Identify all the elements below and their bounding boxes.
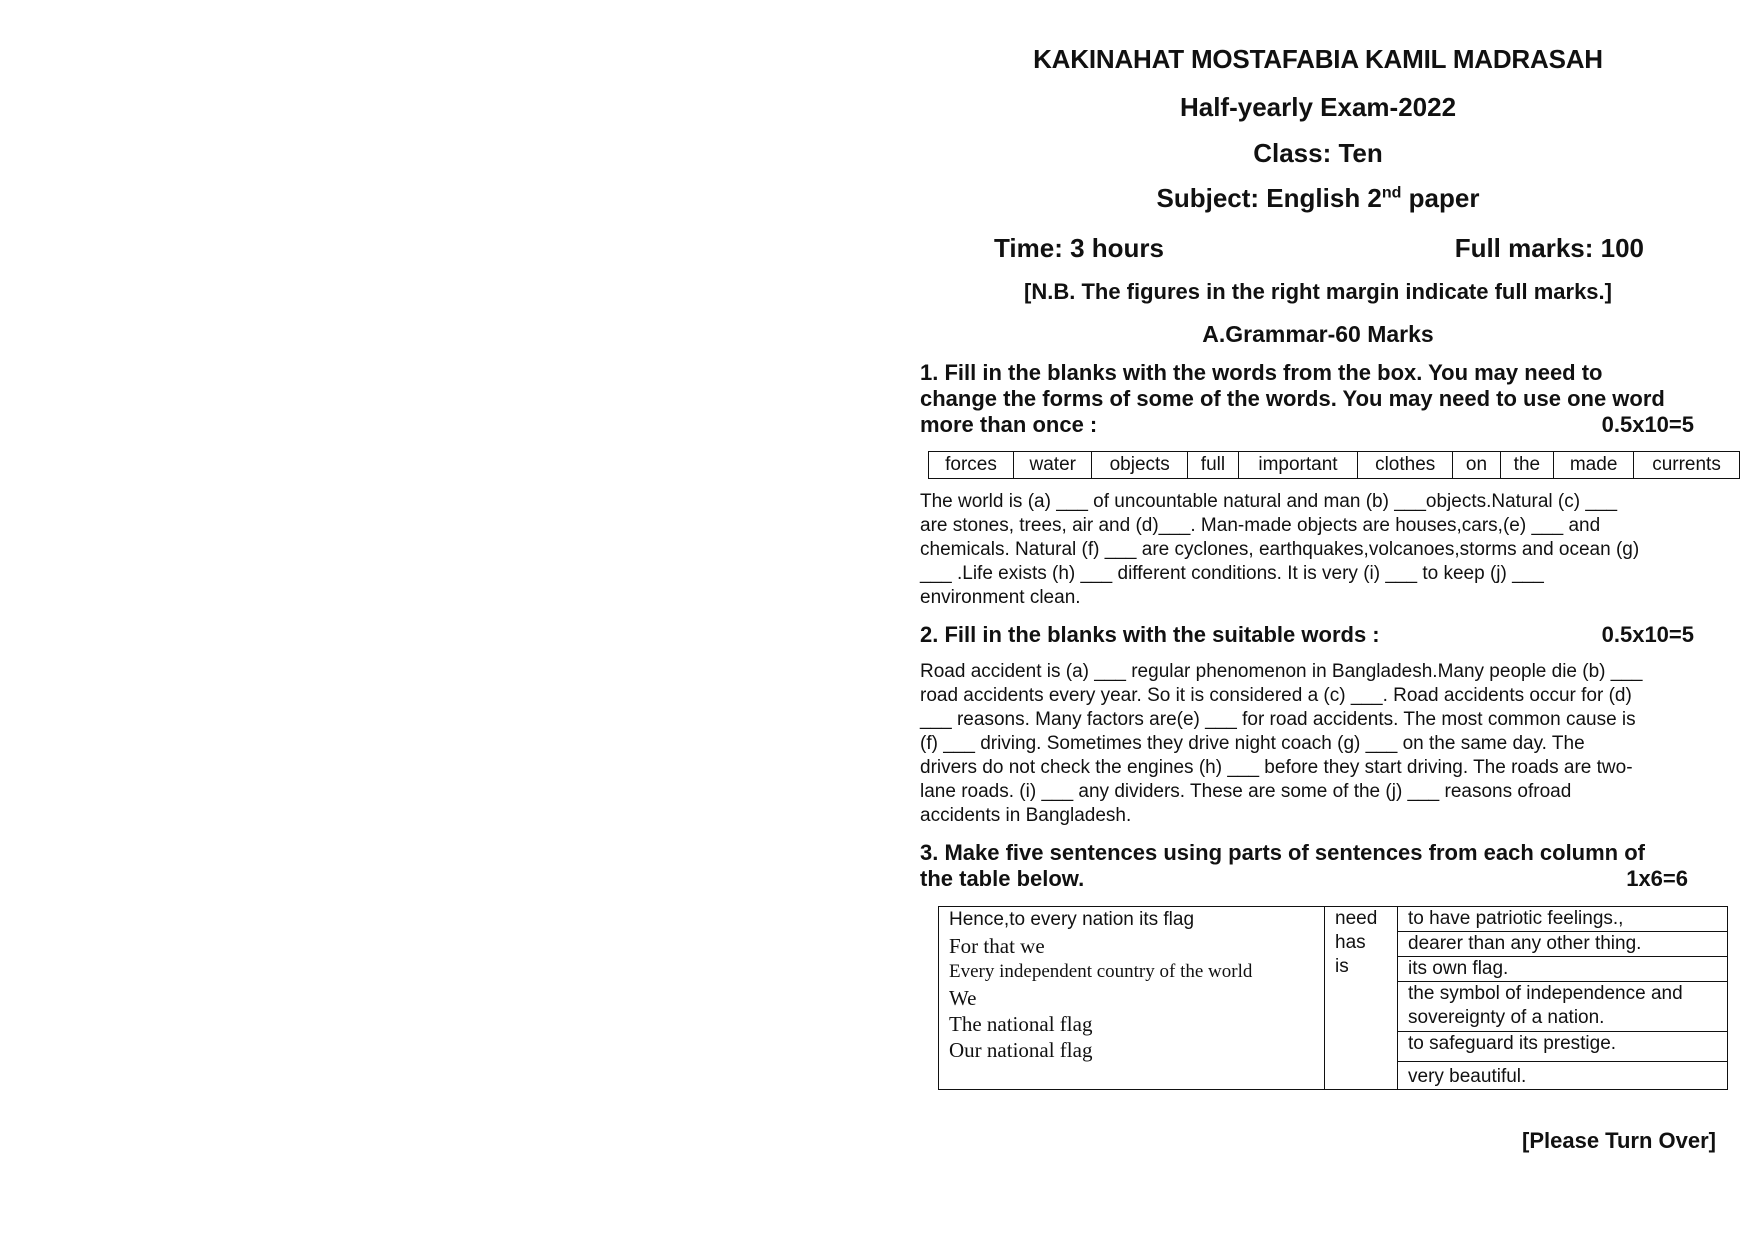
please-turn-over: [Please Turn Over] — [1522, 1128, 1716, 1153]
q2-instruction — [920, 622, 1716, 648]
passage-line: are stones, trees, air and (d)___. Man-made objects are houses,cars,(e) ___ and — [920, 515, 1601, 536]
table-cell-text: Our national flag — [949, 1038, 1093, 1062]
q1-line2: change the forms of some of the words. You may need to use one word — [920, 386, 1665, 411]
subject-label — [920, 183, 1716, 214]
table-cell-text: dearer than any other thing. — [1408, 933, 1642, 954]
table-cell-text: has — [1335, 932, 1366, 953]
class-label: Class: Ten — [1253, 138, 1383, 168]
passage-line: drivers do not check the engines (h) ___ before they start driving. The roads are two- — [920, 757, 1633, 778]
word-cell: objects — [1092, 452, 1187, 479]
table-cell — [1398, 1032, 1728, 1062]
exam-title: Half-yearly Exam-2022 — [1179, 92, 1457, 122]
passage-line: road accidents every year. So it is considered a (c) ___. Road accidents occur for (d) — [920, 685, 1632, 706]
q2-title-row — [920, 622, 1716, 648]
q1-line3-row — [920, 412, 1716, 438]
passage-line: (f) ___ driving. Sometimes they drive night coach (g) ___ on the same day. The — [920, 733, 1585, 754]
passage-line: chemicals. Natural (f) ___ are cyclones, earthquakes,volcanoes,storms and ocean (g) — [920, 539, 1640, 560]
q3-line2-row — [920, 866, 1716, 892]
passage-line: ___ .Life exists (h) ___ different conditions. It is very (i) ___ to keep (j) ___ — [920, 563, 1544, 584]
passage-line: lane roads. (i) ___ any dividers. These are some of the (j) ___ reasons ofroad — [920, 781, 1572, 802]
q2-marks: 0.5x10=5 — [1601, 622, 1694, 647]
table-cell — [1398, 957, 1728, 982]
q1-passage — [920, 490, 1716, 610]
time-label: Time: 3 hours — [994, 233, 1165, 263]
section-title: A.Grammar-60 Marks — [1202, 321, 1434, 347]
word-cell: made — [1554, 452, 1634, 479]
table-cell-text: to safeguard its prestige. — [1408, 1033, 1617, 1054]
passage-line: ___ reasons. Many factors are(e) ___ for road accidents. The most common cause is — [920, 709, 1636, 730]
q1-line1: 1. Fill in the blanks with the words from the box. You may need to — [920, 360, 1603, 385]
table-cell-text: Hence,to every nation its flag — [949, 909, 1195, 930]
school-name: KAKINAHAT MOSTAFABIA KAMIL MADRASAH — [1033, 44, 1603, 74]
subject-prefix: Subject: English 2 — [1156, 183, 1382, 213]
table-cell-text: The national flag — [949, 1012, 1093, 1036]
word-box — [928, 451, 1740, 479]
word-cell: water — [1014, 452, 1092, 479]
table-cell — [1398, 982, 1728, 1032]
nb-note: [N.B. The figures in the right margin indicate full marks.] — [1024, 279, 1612, 304]
table-cell-text: We — [949, 986, 977, 1010]
table-cell-text: its own flag. — [1408, 958, 1509, 979]
passage-line: accidents in Bangladesh. — [920, 805, 1132, 826]
table-cell-text: Every independent country of the world — [949, 961, 1253, 982]
column-verbs — [1325, 907, 1398, 1090]
q2-passage — [920, 660, 1716, 828]
word-cell: the — [1500, 452, 1554, 479]
q3-line1: 3. Make five sentences using parts of sentences from each column of — [920, 840, 1646, 865]
table-cell-text: need — [1335, 908, 1378, 929]
table-cell-text: very beautiful. — [1408, 1066, 1527, 1087]
q1-instruction — [920, 360, 1716, 438]
table-cell-text: is — [1335, 956, 1349, 977]
q3-marks: 1x6=6 — [1626, 866, 1688, 891]
table-cell-text: the symbol of independence and — [1408, 983, 1683, 1004]
q1-marks: 0.5x10=5 — [1601, 412, 1694, 437]
word-cell: on — [1453, 452, 1500, 479]
word-cell: full — [1187, 452, 1238, 479]
q3-instruction — [920, 840, 1716, 892]
table-cell-text: to have patriotic feelings., — [1408, 908, 1624, 929]
q3-line2: the table below. — [920, 866, 1085, 891]
substitution-table — [938, 906, 1728, 1090]
table-cell — [1398, 907, 1728, 932]
word-cell: clothes — [1357, 452, 1452, 479]
subject-suffix: paper — [1401, 183, 1480, 213]
q1-line3: more than once : — [920, 412, 1098, 437]
passage-line: Road accident is (a) ___ regular phenomenon in Bangladesh.Many people die (b) ___ — [920, 661, 1643, 682]
word-cell: currents — [1634, 452, 1740, 479]
word-cell: important — [1238, 452, 1357, 479]
passage-line: The world is (a) ___ of uncountable natural and man (b) ___objects.Natural (c) ___ — [920, 491, 1618, 512]
table-cell — [1398, 932, 1728, 957]
word-cell: forces — [929, 452, 1014, 479]
passage-line: environment clean. — [920, 587, 1081, 608]
table-cell-text: sovereignty of a nation. — [1408, 1007, 1605, 1028]
q2-title: 2. Fill in the blanks with the suitable words : — [920, 622, 1380, 647]
table-cell — [1398, 1062, 1728, 1090]
table-cell-text: For that we — [949, 934, 1045, 958]
subject-superscript: nd — [1381, 184, 1402, 202]
column-subjects — [939, 907, 1325, 1090]
exam-page — [920, 0, 1721, 1240]
full-marks-label: Full marks: 100 — [1454, 233, 1644, 263]
